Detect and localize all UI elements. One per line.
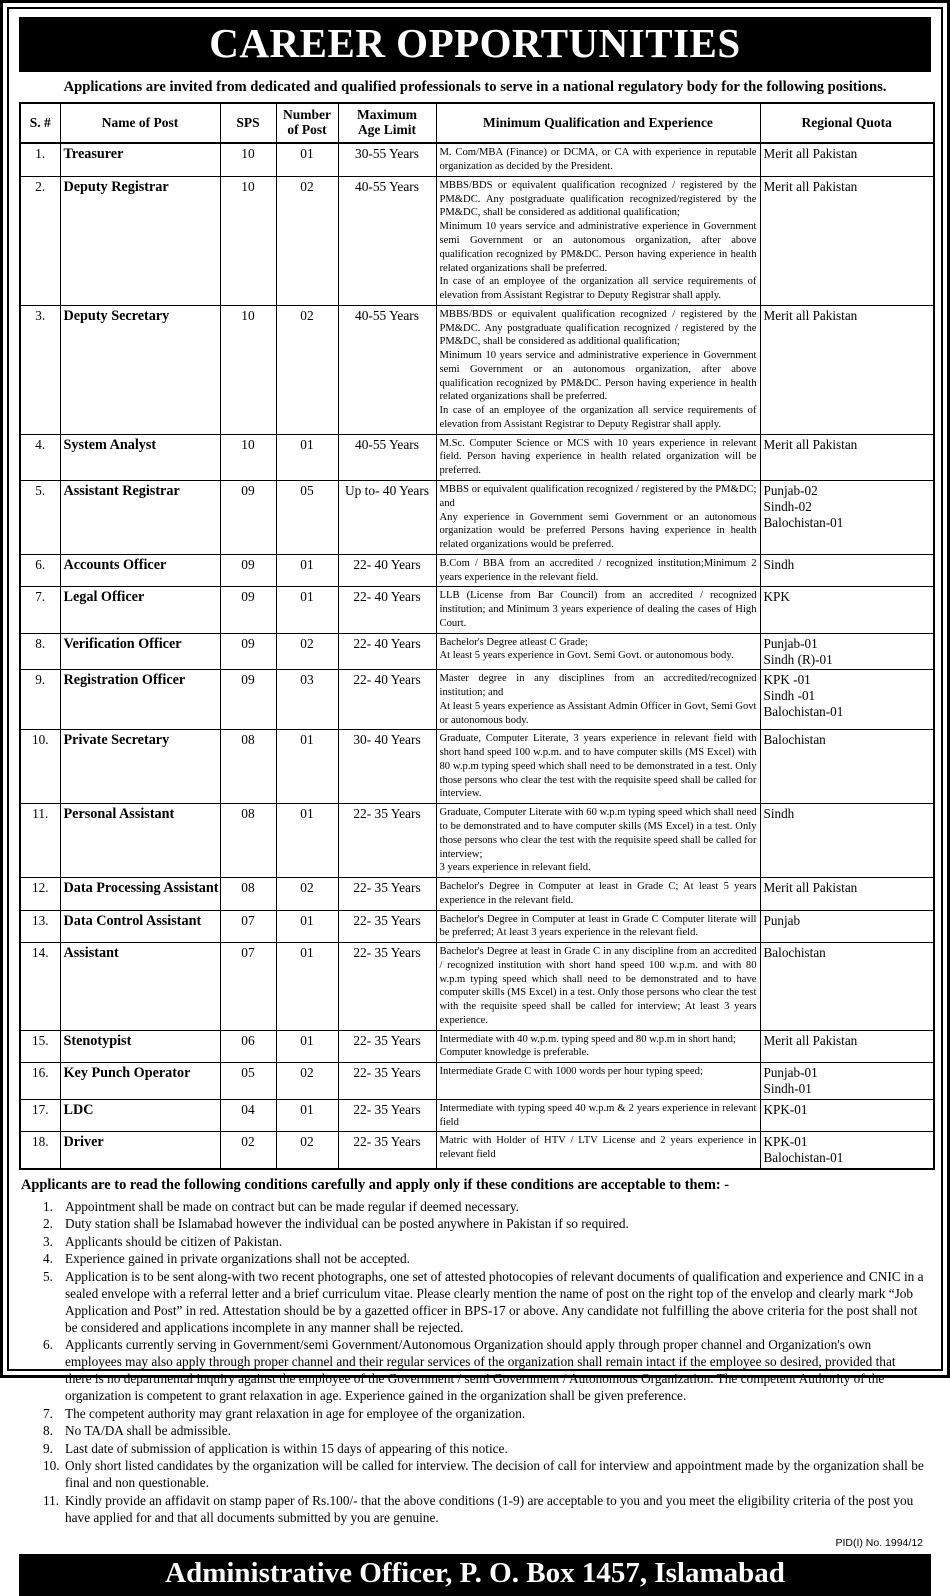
page-inner-border xyxy=(7,7,943,1589)
row-sps: 09 xyxy=(220,481,276,555)
table-row xyxy=(20,1099,934,1132)
table-row xyxy=(20,587,934,633)
quota-line: Sindh xyxy=(763,806,795,822)
row-qualification xyxy=(436,176,760,305)
qualification-line: Bachelor's Degree in Computer at least in Grade C Computer literate will be preferred; At least 3 years experience in the relevant field. xyxy=(439,913,757,939)
row-post-name: Data Control Assistant xyxy=(60,910,220,943)
row-regional-quota xyxy=(760,910,934,943)
row-number-of-post: 01 xyxy=(276,587,338,633)
qualification-line: At least 5 years experience as Assistant Admin Officer in Govt, Semi Govt or autonomous body. xyxy=(439,700,757,726)
row-regional-quota xyxy=(760,481,934,555)
condition-item xyxy=(19,1422,931,1439)
row-age-limit: 22- 40 Years xyxy=(338,554,436,587)
table-row xyxy=(20,143,934,176)
row-qualification xyxy=(436,878,760,911)
table-row xyxy=(20,804,934,878)
column-header-regional-quota: Regional Quota xyxy=(760,103,934,143)
qualification-line: Master degree in any disciplines from an accredited/recognized institution; and xyxy=(439,673,757,699)
condition-text: Experience gained in private organizations shall not be accepted. xyxy=(65,1251,410,1267)
row-qualification xyxy=(436,804,760,878)
column-header-qualification: Minimum Qualification and Experience xyxy=(436,103,760,143)
condition-number: 1. xyxy=(43,1198,53,1214)
row-age-limit: 40-55 Years xyxy=(338,176,436,305)
qualification-line: Computer knowledge is preferable. xyxy=(439,1047,589,1059)
quota-line: Balochistan-01 xyxy=(763,704,844,720)
condition-text: Application is to be sent along-with two recent photographs, one set of attested photocopies of relevant documents of qualification and experience and CNIC in a sealed envelope with a referral letter and a brief curriculum vitae. Please clearly mention the name of post on the right top of the envelop and clearly mark “Job Application and Post” in red. Attestation should be by a gazetted officer in BPS-17 or above. Any candidate not fulfilling the above criteria for the post shall not be considered and applications incomplete in any manner shall be rejected. xyxy=(65,1268,924,1335)
row-post-name: Key Punch Operator xyxy=(60,1063,220,1100)
condition-text: The competent authority may grant relaxation in age for employee of the organization. xyxy=(65,1405,526,1421)
table-row xyxy=(20,481,934,555)
conditions-heading: Applicants are to read the following conditions carefully and apply only if these conditions are acceptable to them: - xyxy=(21,1177,730,1194)
table-row xyxy=(20,670,934,730)
quota-line: Balochistan-01 xyxy=(763,514,844,530)
row-sps: 07 xyxy=(220,943,276,1031)
qualification-line: Any experience in Government semi Government or an autonomous organization would be preferred Persons having experience in health related organizations would be preferred. xyxy=(439,511,757,551)
column-header-sps: SPS xyxy=(220,103,276,143)
condition-number: 10. xyxy=(43,1458,60,1474)
table-row xyxy=(20,878,934,911)
row-number-of-post: 01 xyxy=(276,1030,338,1063)
row-number-of-post: 01 xyxy=(276,730,338,804)
row-regional-quota xyxy=(760,804,934,878)
row-sps: 08 xyxy=(220,730,276,804)
qualification-line: MBBS/BDS or equivalent qualification recognized / registered by the PM&DC. Any postgraduate qualification recognized/registered by the PM&DC, shall be considered as additional qualification; xyxy=(439,179,757,219)
qualification-line: Intermediate with typing speed 40 w.p.m & 2 years experience in relevant field xyxy=(439,1102,757,1128)
row-post-name: Personal Assistant xyxy=(60,804,220,878)
row-qualification xyxy=(436,554,760,587)
row-serial: 6. xyxy=(20,554,60,587)
condition-number: 2. xyxy=(43,1216,53,1232)
quota-line: Punjab xyxy=(763,912,801,928)
condition-text: Kindly provide an affidavit on stamp paper of Rs.100/- that the above conditions (1-9) are acceptable to you and you meet the eligibility criteria of the post you have applied for and that all documents submitted by you are genuine. xyxy=(65,1492,914,1525)
condition-item xyxy=(19,1405,931,1422)
row-qualification xyxy=(436,730,760,804)
row-regional-quota xyxy=(760,633,934,670)
column-header-number-of-post xyxy=(276,103,338,143)
contact-address: Administrative Officer, P. O. Box 1457, Islamabad xyxy=(165,1556,785,1589)
quota-line: Merit all Pakistan xyxy=(763,1032,858,1048)
condition-number: 9. xyxy=(43,1440,53,1456)
row-sps: 08 xyxy=(220,878,276,911)
column-header-age-line1: Maximum xyxy=(357,107,417,123)
row-number-of-post: 02 xyxy=(276,176,338,305)
row-regional-quota xyxy=(760,670,934,730)
qualification-line: Intermediate Grade C with 1000 words per hour typing speed; xyxy=(439,1066,703,1078)
row-post-name: Accounts Officer xyxy=(60,554,220,587)
row-post-name: Treasurer xyxy=(60,143,220,176)
row-serial: 11. xyxy=(20,804,60,878)
pid-reference: PID(I) No. 1994/12 xyxy=(835,1536,923,1549)
row-regional-quota xyxy=(760,587,934,633)
quota-line: KPK-01 xyxy=(763,1134,808,1150)
row-serial: 1. xyxy=(20,143,60,176)
row-post-name: Data Processing Assistant xyxy=(60,878,220,911)
quota-line: Merit all Pakistan xyxy=(763,436,858,452)
row-age-limit: 22- 35 Years xyxy=(338,943,436,1031)
condition-item xyxy=(19,1250,931,1267)
row-age-limit: 22- 35 Years xyxy=(338,1030,436,1063)
row-sps: 02 xyxy=(220,1132,276,1169)
condition-item xyxy=(19,1492,931,1526)
row-age-limit: 22- 35 Years xyxy=(338,1132,436,1169)
row-serial: 7. xyxy=(20,587,60,633)
condition-item xyxy=(19,1268,931,1336)
condition-number: 6. xyxy=(43,1337,53,1353)
row-number-of-post: 02 xyxy=(276,878,338,911)
row-sps: 09 xyxy=(220,587,276,633)
condition-number: 5. xyxy=(43,1268,53,1284)
row-number-of-post: 01 xyxy=(276,910,338,943)
condition-text: Duty station shall be Islamabad however the individual can be posted anywhere in Pakistan if so required. xyxy=(65,1216,629,1232)
row-qualification xyxy=(436,305,760,434)
row-age-limit: 30-55 Years xyxy=(338,143,436,176)
row-number-of-post: 05 xyxy=(276,481,338,555)
quota-line: KPK-01 xyxy=(763,1101,808,1117)
condition-number: 3. xyxy=(43,1233,53,1249)
quota-line: Punjab-02 xyxy=(763,483,818,498)
quota-line: Sindh-02 xyxy=(763,498,812,514)
row-post-name: Driver xyxy=(60,1132,220,1169)
row-serial: 3. xyxy=(20,305,60,434)
quota-line: KPK xyxy=(763,589,790,605)
quota-line: Merit all Pakistan xyxy=(763,178,858,194)
row-serial: 2. xyxy=(20,176,60,305)
column-header-number-line2: of Post xyxy=(287,121,327,137)
row-serial: 15. xyxy=(20,1030,60,1063)
condition-text: Last date of submission of application is within 15 days of appearing of this notice. xyxy=(65,1440,508,1456)
row-number-of-post: 01 xyxy=(276,554,338,587)
condition-item xyxy=(19,1233,931,1250)
row-sps: 10 xyxy=(220,305,276,434)
conditions-list xyxy=(19,1198,931,1526)
row-post-name: System Analyst xyxy=(60,434,220,480)
intro-statement: Applications are invited from dedicated and qualified professionals to serve in a national regulatory body for the following positions. xyxy=(63,79,887,96)
condition-item xyxy=(19,1336,931,1404)
row-number-of-post: 01 xyxy=(276,1099,338,1132)
row-serial: 17. xyxy=(20,1099,60,1132)
qualification-line: M. Com/MBA (Finance) or DCMA, or CA with experience in reputable organization as decided by the President. xyxy=(439,147,757,173)
row-number-of-post: 01 xyxy=(276,434,338,480)
row-qualification xyxy=(436,481,760,555)
condition-text: No TA/DA shall be admissible. xyxy=(65,1423,231,1439)
row-regional-quota xyxy=(760,943,934,1031)
row-number-of-post: 02 xyxy=(276,1063,338,1100)
masthead-banner xyxy=(19,17,931,72)
qualification-line: Graduate, Computer Literate with 60 w.p.m typing speed which shall need to be demonstrated and to have computer skills (MS Excel) in a test. Only those persons who clear the test with the requisite speed shall be called for interview; xyxy=(439,807,757,860)
row-serial: 12. xyxy=(20,878,60,911)
quota-line: Sindh xyxy=(763,556,795,572)
qualification-line: Bachelor's Degree at least in Grade C in any discipline from an accredited / recognized institution with short hand speed 100 w.p.m. and with 80 w.p.m typing speed which shall need to be demonstrated and to have computer skills (MS Excel) in a test. Only those persons who clear the test with the requisite speed shall be called for interview; At least 3 years experience. xyxy=(439,946,757,1026)
row-qualification xyxy=(436,670,760,730)
table-row xyxy=(20,1063,934,1100)
row-post-name: Verification Officer xyxy=(60,633,220,670)
table-row xyxy=(20,176,934,305)
condition-text: Appointment shall be made on contract but can be made regular if deemed necessary. xyxy=(65,1198,520,1214)
condition-text: Applicants currently serving in Government/semi Government/Autonomous Organization should apply through proper channel and Organization's own employees may also apply through proper channel and their regular services of the organization shall remain intact if the employee so desired, provided that there is no departmental inquiry against the employee of the Government / semi Government / Autonomous Organization. The competent Authority of the organization is competent to grant relaxation in age. Experience gained in the organization shall be given preference. xyxy=(65,1337,896,1404)
row-serial: 8. xyxy=(20,633,60,670)
row-serial: 14. xyxy=(20,943,60,1031)
condition-item xyxy=(19,1198,931,1215)
table-row xyxy=(20,434,934,480)
condition-item xyxy=(19,1215,931,1232)
row-regional-quota xyxy=(760,1030,934,1063)
condition-number: 4. xyxy=(43,1251,53,1267)
qualification-line: B.Com / BBA from an accredited / recognized institution;Minimum 2 years experience in the relevant field. xyxy=(439,557,757,583)
quota-line: Merit all Pakistan xyxy=(763,307,858,323)
row-number-of-post: 01 xyxy=(276,804,338,878)
row-qualification xyxy=(436,1099,760,1132)
column-header-number-line1: Number xyxy=(283,107,331,123)
qualification-line: Bachelor's Degree in Computer at least in Grade C; At least 5 years experience in the relevant field. xyxy=(439,881,757,906)
row-serial: 9. xyxy=(20,670,60,730)
quota-line: Sindh -01 xyxy=(763,688,816,704)
qualification-line: MBBS/BDS or equivalent qualification recognized / registered by the PM&DC. Any postgraduate qualification recognized / registered by the PM&DC, shall be considered as additional qualification; xyxy=(439,308,757,348)
qualification-line: In case of an employee of the organization all service requirements of elevation from Assistant Registrar to Deputy Registrar shall apply. xyxy=(439,276,757,302)
row-sps: 09 xyxy=(220,633,276,670)
qualification-line: Matric with Holder of HTV / LTV License and 2 years experience in relevant field xyxy=(439,1135,757,1161)
row-age-limit: 22- 35 Years xyxy=(338,910,436,943)
row-serial: 16. xyxy=(20,1063,60,1100)
table-header xyxy=(20,103,934,143)
row-age-limit: 30- 40 Years xyxy=(338,730,436,804)
row-sps: 10 xyxy=(220,176,276,305)
quota-line: Sindh-01 xyxy=(763,1081,812,1097)
row-qualification xyxy=(436,910,760,943)
row-serial: 4. xyxy=(20,434,60,480)
table-row xyxy=(20,730,934,804)
table-row xyxy=(20,305,934,434)
condition-number: 8. xyxy=(43,1423,53,1439)
row-qualification xyxy=(436,1063,760,1100)
condition-number: 11. xyxy=(43,1492,60,1508)
row-post-name: Deputy Registrar xyxy=(60,176,220,305)
row-age-limit: 22- 35 Years xyxy=(338,1099,436,1132)
row-regional-quota xyxy=(760,878,934,911)
row-sps: 04 xyxy=(220,1099,276,1132)
row-sps: 09 xyxy=(220,670,276,730)
row-regional-quota xyxy=(760,1132,934,1169)
row-sps: 07 xyxy=(220,910,276,943)
row-sps: 10 xyxy=(220,434,276,480)
row-sps: 09 xyxy=(220,554,276,587)
row-age-limit: 22- 35 Years xyxy=(338,878,436,911)
row-age-limit: 22- 35 Years xyxy=(338,1063,436,1100)
table-row xyxy=(20,943,934,1031)
row-sps: 06 xyxy=(220,1030,276,1063)
footer-banner xyxy=(19,1554,931,1596)
row-qualification xyxy=(436,1030,760,1063)
row-regional-quota xyxy=(760,434,934,480)
table-row xyxy=(20,633,934,670)
qualification-line: Minimum 10 years service and administrative experience in Government semi Government or an autonomous organization, after above qualification recognized by PM&DC. Person having experience in health related organizations shall be preferred. xyxy=(439,221,757,274)
row-regional-quota xyxy=(760,554,934,587)
quota-line: Merit all Pakistan xyxy=(763,880,858,896)
row-serial: 13. xyxy=(20,910,60,943)
row-age-limit: 40-55 Years xyxy=(338,305,436,434)
qualification-line: MBBS or equivalent qualification recognized / registered by the PM&DC; and xyxy=(439,484,757,509)
qualification-line: 3 years experience in relevant field. xyxy=(439,862,591,874)
row-post-name: Assistant Registrar xyxy=(60,481,220,555)
row-post-name: Stenotypist xyxy=(60,1030,220,1063)
row-number-of-post: 01 xyxy=(276,143,338,176)
row-qualification xyxy=(436,1132,760,1169)
qualification-line: Intermediate with 40 w.p.m. typing speed and 80 w.p.m in short hand; xyxy=(439,1033,736,1045)
row-post-name: Deputy Secretary xyxy=(60,305,220,434)
row-age-limit: 22- 35 Years xyxy=(338,804,436,878)
qualification-line: LLB (License from Bar Council) from an accredited / recognized institution; and Minimum 3 years experience of dealing the cases of High Court. xyxy=(439,590,757,629)
row-sps: 05 xyxy=(220,1063,276,1100)
row-serial: 18. xyxy=(20,1132,60,1169)
row-post-name: Private Secretary xyxy=(60,730,220,804)
row-age-limit: 22- 40 Years xyxy=(338,633,436,670)
qualification-line: In case of an employee of the organization all service requirements of elevation from Assistant Registrar to Deputy Registrar shall apply. xyxy=(439,405,757,430)
quota-line: Balochistan xyxy=(763,732,826,748)
column-header-age-limit xyxy=(338,103,436,143)
row-serial: 5. xyxy=(20,481,60,555)
row-age-limit: 22- 40 Years xyxy=(338,587,436,633)
row-post-name: Registration Officer xyxy=(60,670,220,730)
table-body xyxy=(20,143,934,1169)
qualification-line: Minimum 10 years service and administrative experience in Government semi Government or an autonomous organization, after above qualification recognized by PM&DC. Person having experience in health related organizations shall be preferred. xyxy=(439,350,757,403)
quota-line: Punjab-01 xyxy=(763,635,818,651)
row-sps: 08 xyxy=(220,804,276,878)
row-number-of-post: 02 xyxy=(276,633,338,670)
row-qualification xyxy=(436,943,760,1031)
row-regional-quota xyxy=(760,305,934,434)
quota-line: Balochistan-01 xyxy=(763,1150,844,1166)
row-number-of-post: 01 xyxy=(276,943,338,1031)
row-age-limit: 40-55 Years xyxy=(338,434,436,480)
condition-text: Applicants should be citizen of Pakistan. xyxy=(65,1233,283,1249)
condition-number: 7. xyxy=(43,1405,53,1421)
quota-line: Balochistan xyxy=(763,945,826,961)
row-regional-quota xyxy=(760,143,934,176)
table-row xyxy=(20,910,934,943)
row-age-limit: Up to- 40 Years xyxy=(338,481,436,555)
quota-line: Merit all Pakistan xyxy=(763,146,858,162)
row-age-limit: 22- 40 Years xyxy=(338,670,436,730)
row-post-name: Assistant xyxy=(60,943,220,1031)
quota-line: KPK -01 xyxy=(763,672,811,688)
row-serial: 10. xyxy=(20,730,60,804)
qualification-line: Graduate, Computer Literate, 3 years experience in relevant field with short hand speed 100 w.p.m. and to have computer skills (MS Excel) with 80 w.p.m typing speed which shall need to be demonstrated in a test. Only those persons who clear the test with the requisite speed shall be called for interview. xyxy=(439,733,757,800)
row-sps: 10 xyxy=(220,143,276,176)
column-header-post: Name of Post xyxy=(60,103,220,143)
table-row xyxy=(20,1132,934,1169)
table-header-row xyxy=(20,103,934,143)
condition-item xyxy=(19,1440,931,1457)
row-qualification xyxy=(436,143,760,176)
row-post-name: LDC xyxy=(60,1099,220,1132)
row-qualification xyxy=(436,587,760,633)
qualification-line: M.Sc. Computer Science or MCS with 10 years experience in relevant field. Person having experience in health related organization will be preferred. xyxy=(439,437,757,477)
column-header-age-line2: Age Limit xyxy=(357,121,417,137)
qualification-line: Bachelor's Degree atleast C Grade; xyxy=(439,636,588,648)
condition-item xyxy=(19,1457,931,1491)
qualification-line: At least 5 years experience in Govt. Semi Govt. or autonomous body. xyxy=(439,650,734,662)
row-regional-quota xyxy=(760,1099,934,1132)
table-row xyxy=(20,1030,934,1063)
row-qualification xyxy=(436,434,760,480)
quota-line: Punjab-01 xyxy=(763,1065,818,1081)
row-regional-quota xyxy=(760,730,934,804)
table-row xyxy=(20,554,934,587)
row-number-of-post: 02 xyxy=(276,305,338,434)
row-qualification xyxy=(436,633,760,670)
row-post-name: Legal Officer xyxy=(60,587,220,633)
column-header-serial: S. # xyxy=(20,103,60,143)
row-regional-quota xyxy=(760,176,934,305)
row-number-of-post: 03 xyxy=(276,670,338,730)
quota-line: Sindh (R)-01 xyxy=(763,651,833,667)
row-number-of-post: 02 xyxy=(276,1132,338,1169)
row-regional-quota xyxy=(760,1063,934,1100)
condition-text: Only short listed candidates by the organization will be called for interview. The decision of call for interview and appointment made by the organization shall be final and non questionable. xyxy=(65,1458,924,1491)
page-title: CAREER OPPORTUNITIES xyxy=(209,20,741,66)
positions-table xyxy=(19,102,935,1170)
